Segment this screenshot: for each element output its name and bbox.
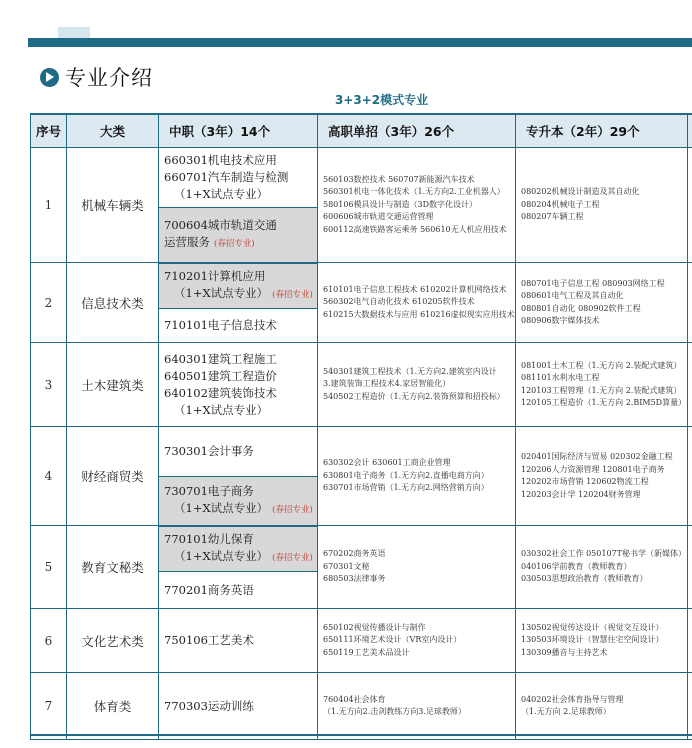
zhuanshengben-major: 120206人力资源管理 120801电子商务 <box>521 464 665 474</box>
gaozhi-major: 560302电气自动化技术 610205软件技术 <box>323 297 475 307</box>
zhuanshengben-major: 080202机械设计制造及其自动化 <box>521 187 640 197</box>
zhongzhi-cell <box>159 148 318 263</box>
zhongzhi-major <box>164 152 313 169</box>
major-table <box>30 113 692 740</box>
zhuanshengben-major: 120203会计学 120204财务管理 <box>521 489 641 499</box>
row-edge <box>688 526 692 609</box>
gaozhi-major: 650111环境艺术设计（VR室内设计） <box>323 635 462 645</box>
row-number: 2 <box>31 263 67 343</box>
header-zhongzhi: 中职（3年）14个 <box>159 115 318 148</box>
row-category: 土木建筑类 <box>67 343 159 427</box>
zhuanshengben-major: 080601电气工程及其自动化 <box>521 291 624 300</box>
zhongzhi-major-text: 640501建筑工程造价 <box>164 368 277 383</box>
gaozhi-major: 670202商务英语 <box>323 549 386 559</box>
zhongzhi-major-text: 710201计算机应用 <box>164 269 266 283</box>
header-bar <box>28 38 692 47</box>
row-category: 体育类 <box>67 673 159 740</box>
zhongzhi-cell <box>159 609 318 673</box>
zhongzhi-major <box>164 368 313 385</box>
zhongzhi-cell <box>159 343 318 427</box>
zhongzhi-major-text: （1+X试点专业） <box>174 549 269 563</box>
zhuanshengben-major: 120202市场营销 120602物流工程 <box>521 477 649 486</box>
gaozhi-major: 610101电子信息工程技术 610202计算机网络技术 <box>323 284 507 294</box>
gaozhi-cell <box>318 343 516 427</box>
gaozhi-major: 580106模具设计与制造（3D数字化设计） <box>323 199 478 209</box>
gaozhi-major: （1.无方向2.击剑教练方向3.足球教师） <box>323 707 466 716</box>
row-number: 7 <box>31 673 67 740</box>
zhuanshengben-major: 080701电子信息工程 080903网络工程 <box>521 278 665 288</box>
row-edge <box>688 343 692 427</box>
gaozhi-major: 630302会计 630601工商企业管理 <box>323 458 451 468</box>
gaozhi-major: 670301文秘 <box>323 561 370 571</box>
zhongzhi-group <box>159 476 317 526</box>
zhongzhi-major <box>164 385 313 402</box>
zhuanshengben-cell <box>516 673 688 740</box>
row-category: 教育文秘类 <box>67 526 159 609</box>
zhongzhi-major <box>164 186 313 203</box>
zhongzhi-group <box>159 148 317 207</box>
zhongzhi-major-text: 660701汽车制造与检测 <box>164 170 289 184</box>
zhongzhi-major-text: 770201商务英语 <box>164 582 254 597</box>
zhongzhi-group <box>159 207 317 262</box>
zhuanshengben-major: 130502视觉传达设计（视觉交互设计） <box>521 622 664 632</box>
zhongzhi-major-text: 660301机电技术应用 <box>164 153 277 167</box>
row-number: 6 <box>31 609 67 673</box>
zhongzhi-group <box>159 571 317 608</box>
zhongzhi-cell <box>159 263 318 343</box>
zhongzhi-major <box>164 351 313 368</box>
zhuanshengben-major: 130503环境设计（智慧住宅空间设计） <box>521 635 664 645</box>
footer-rule <box>30 734 692 736</box>
zhuanshengben-cell <box>516 526 688 609</box>
zhuanshengben-cell <box>516 148 688 263</box>
zhongzhi-major <box>164 443 313 460</box>
zhongzhi-cell <box>159 526 318 609</box>
zhongzhi-group <box>159 263 317 308</box>
header-gaozhi: 高职单招（3年）26个 <box>318 115 516 148</box>
zhongzhi-major-text: 730701电子商务 <box>164 483 254 498</box>
zhuanshengben-major: （1.无方向 2.足球教师） <box>521 707 611 716</box>
header-no: 序号 <box>31 115 67 148</box>
section-title <box>40 64 153 90</box>
zhuanshengben-major: 020401国际经济与贸易 020302金融工程 <box>521 452 673 461</box>
gaozhi-major: 630801电子商务（1.无方向2.直播电商方向） <box>323 470 489 480</box>
zhongzhi-group <box>159 526 317 571</box>
zhongzhi-major <box>164 548 313 567</box>
row-category: 信息技术类 <box>67 263 159 343</box>
gaozhi-major: 600606城市轨道交通运营管理 <box>323 212 434 222</box>
header-category: 大类 <box>67 115 159 148</box>
row-number: 1 <box>31 148 67 263</box>
zhuanshengben-cell <box>516 263 688 343</box>
gaozhi-major: 560301机电一体化技术（1.无方向2.工业机器人） <box>323 187 505 197</box>
spring-recruit-tag: (春招专业) <box>272 553 313 563</box>
play-circle-icon <box>40 68 59 87</box>
zhuanshengben-major: 030503思想政治教育（教师教育） <box>521 574 648 584</box>
zhongzhi-group <box>159 308 317 342</box>
table-subtitle: 3+3+2模式专业 <box>335 93 429 107</box>
zhuanshengben-major: 130309播音与主持艺术 <box>521 647 608 657</box>
row-edge <box>688 148 692 263</box>
zhongzhi-major <box>164 317 313 334</box>
row-category: 财经商贸类 <box>67 427 159 526</box>
zhuanshengben-major: 080204机械电子工程 <box>521 199 600 209</box>
gaozhi-cell <box>318 673 516 740</box>
zhuanshengben-major: 081001土木工程（1.无方向 2.装配式建筑） <box>521 360 682 370</box>
spring-recruit-tag: (春招专业) <box>272 290 313 300</box>
gaozhi-cell <box>318 148 516 263</box>
gaozhi-cell <box>318 427 516 526</box>
header-zhuanshengben: 专升本（2年）29个 <box>516 115 688 148</box>
zhuanshengben-major: 081101水利水电工程 <box>521 373 600 382</box>
zhongzhi-group <box>159 343 317 426</box>
zhongzhi-cell <box>159 673 318 740</box>
zhongzhi-major <box>164 217 313 234</box>
row-category: 文化艺术类 <box>67 609 159 673</box>
zhuanshengben-cell <box>516 427 688 526</box>
row-number: 5 <box>31 526 67 609</box>
zhuanshengben-cell <box>516 343 688 427</box>
zhongzhi-major-text: 770303运动训练 <box>164 698 254 713</box>
gaozhi-major: 540301建筑工程技术（1.无方向2.建筑室内设计 <box>323 366 497 376</box>
row-number: 3 <box>31 343 67 427</box>
row-edge <box>688 609 692 673</box>
zhongzhi-major-text: 710101电子信息技术 <box>164 318 277 332</box>
zhuanshengben-major: 080207车辆工程 <box>521 212 584 222</box>
zhongzhi-group <box>159 609 317 672</box>
gaozhi-major: 540502工程造价（1.无方向2.装饰预算和招投标） <box>323 391 505 401</box>
zhongzhi-major-text: 700604城市轨道交通 <box>164 218 277 232</box>
zhuanshengben-major: 120103工程管理（1.无方向 2.装配式建筑） <box>521 385 682 395</box>
zhongzhi-major <box>164 402 313 419</box>
spring-recruit-tag: (春招专业) <box>272 504 313 515</box>
zhongzhi-group <box>159 673 317 739</box>
zhongzhi-major <box>164 483 313 500</box>
zhongzhi-major-text: 770101幼儿保育 <box>164 532 254 546</box>
zhuanshengben-major: 120105工程造价（1.无方向 2.BIM5D算量） <box>521 398 687 407</box>
zhuanshengben-major: 080801自动化 080902软件工程 <box>521 303 641 313</box>
zhongzhi-major-text: 640102建筑装饰技术 <box>164 385 277 400</box>
gaozhi-major: 560103数控技术 560707新能源汽车技术 <box>323 174 475 184</box>
zhongzhi-major <box>164 582 313 599</box>
zhongzhi-major <box>164 169 313 186</box>
row-category: 机械车辆类 <box>67 148 159 263</box>
zhuanshengben-major: 040106学前教育（教师教育） <box>521 561 632 571</box>
gaozhi-major: 600112高速铁路客运乘务 560610无人机应用技术 <box>323 224 507 234</box>
gaozhi-cell <box>318 263 516 343</box>
zhongzhi-major-text: 750106工艺美术 <box>164 633 254 647</box>
zhongzhi-major <box>164 531 313 548</box>
zhongzhi-major <box>164 698 313 715</box>
zhuanshengben-major: 030302社会工作 050107T秘书学（新媒体） <box>521 549 686 559</box>
zhongzhi-major-text: （1+X试点专业） <box>174 500 269 515</box>
row-edge <box>688 427 692 526</box>
header-edge <box>688 115 692 148</box>
zhongzhi-major <box>164 234 313 253</box>
zhongzhi-major-text: （1+X试点专业） <box>174 187 269 201</box>
row-edge <box>688 263 692 343</box>
zhongzhi-major <box>164 500 313 519</box>
gaozhi-major: 3.建筑装饰工程技术4.家居智能化） <box>323 379 451 389</box>
zhongzhi-major-text: 运营服务 <box>164 235 210 249</box>
zhongzhi-major-text: 730301会计事务 <box>164 443 254 458</box>
gaozhi-cell <box>318 526 516 609</box>
zhongzhi-cell <box>159 427 318 526</box>
zhuanshengben-major: 040202社会体育指导与管理 <box>521 694 624 704</box>
zhongzhi-major <box>164 268 313 285</box>
zhuanshengben-major: 080906数字媒体技术 <box>521 316 600 325</box>
zhongzhi-group <box>159 427 317 476</box>
row-edge <box>688 673 692 740</box>
gaozhi-major: 630701市场营销（1.无方向2.网络营销方向） <box>323 483 489 493</box>
spring-recruit-tag: (春招专业) <box>214 239 255 249</box>
zhongzhi-major <box>164 285 313 304</box>
gaozhi-major: 680503法律事务 <box>323 574 386 584</box>
gaozhi-cell <box>318 609 516 673</box>
gaozhi-major: 650119工艺美术品设计 <box>323 647 410 657</box>
zhongzhi-major-text: （1+X试点专业） <box>174 402 269 417</box>
page-title: 专业介绍 <box>65 66 153 90</box>
zhongzhi-major-text: 640301建筑工程施工 <box>164 351 277 366</box>
zhuanshengben-cell <box>516 609 688 673</box>
zhongzhi-major-text: （1+X试点专业） <box>174 286 269 300</box>
row-number: 4 <box>31 427 67 526</box>
gaozhi-major: 650102视觉传播设计与制作 <box>323 622 426 632</box>
gaozhi-major: 760404社会体育 <box>323 694 386 704</box>
zhongzhi-major <box>164 632 313 649</box>
gaozhi-major: 610215大数据技术与应用 610216虚拟现实应用技术 <box>323 309 515 319</box>
